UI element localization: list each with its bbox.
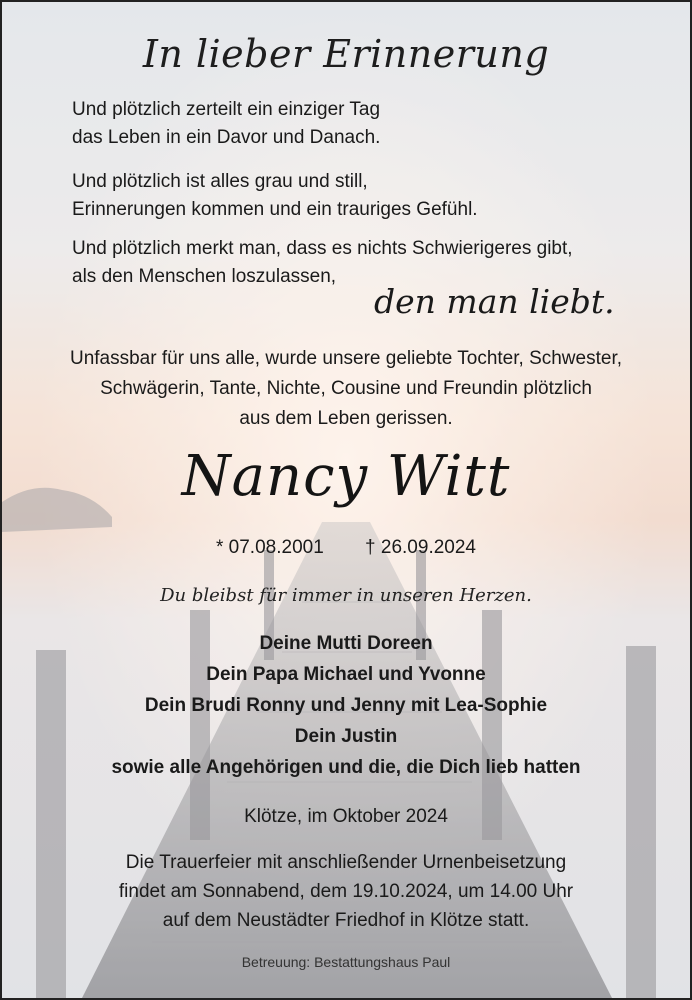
intro-text bbox=[2, 344, 690, 434]
poem-line: als den Menschen loszulassen, bbox=[72, 266, 337, 287]
place-date: Klötze, im Oktober 2024 bbox=[244, 806, 448, 827]
deceased-name: Nancy Witt bbox=[181, 444, 511, 509]
poem-line: Erinnerungen kommen und ein trauriges Gefühl. bbox=[72, 199, 478, 220]
funeral-line: findet am Sonnabend, dem 19.10.2024, um 14.00 Uhr bbox=[118, 881, 574, 902]
mourner: Dein Brudi Ronny und Jenny mit Lea-Sophie bbox=[144, 695, 548, 716]
poem-line: Und plötzlich ist alles grau und still, bbox=[72, 171, 368, 192]
birth-date: * 07.08.2001 bbox=[216, 537, 324, 558]
funeral-home-credit: Betreuung: Bestattungshaus Paul bbox=[241, 954, 451, 970]
funeral-info bbox=[2, 848, 690, 935]
heading: In lieber Erinnerung bbox=[142, 32, 550, 76]
mourner: Dein Justin bbox=[294, 726, 398, 747]
notice-content bbox=[2, 2, 690, 998]
mourner: Dein Papa Michael und Yvonne bbox=[206, 664, 486, 685]
poem-line: Und plötzlich merkt man, dass es nichts Schwierigeres gibt, bbox=[72, 238, 573, 259]
poem-stanza-1 bbox=[72, 96, 672, 152]
mourner: sowie alle Angehörigen und die, die Dich lieb hatten bbox=[111, 757, 581, 778]
intro-line: aus dem Leben gerissen. bbox=[239, 408, 453, 429]
poem-stanza-2 bbox=[72, 168, 672, 224]
life-dates bbox=[2, 537, 690, 559]
death-date: † 26.09.2024 bbox=[365, 537, 476, 558]
mourner: Deine Mutti Doreen bbox=[259, 633, 433, 654]
funeral-line: Die Trauerfeier mit anschließender Urnenbeisetzung bbox=[125, 852, 567, 873]
intro-line: Unfassbar für uns alle, wurde unsere geliebte Tochter, Schwester, bbox=[69, 348, 622, 369]
poem-line: Und plötzlich zerteilt ein einziger Tag bbox=[72, 99, 381, 120]
intro-line: Schwägerin, Tante, Nichte, Cousine und Freundin plötzlich bbox=[100, 378, 592, 399]
poem-line: das Leben in ein Davor und Danach. bbox=[72, 127, 381, 148]
funeral-line: auf dem Neustädter Friedhof in Klötze statt. bbox=[162, 910, 530, 931]
poem-closing-line: den man liebt. bbox=[374, 282, 615, 321]
mourners-list bbox=[2, 628, 690, 783]
motto: Du bleibst für immer in unseren Herzen. bbox=[160, 585, 532, 606]
